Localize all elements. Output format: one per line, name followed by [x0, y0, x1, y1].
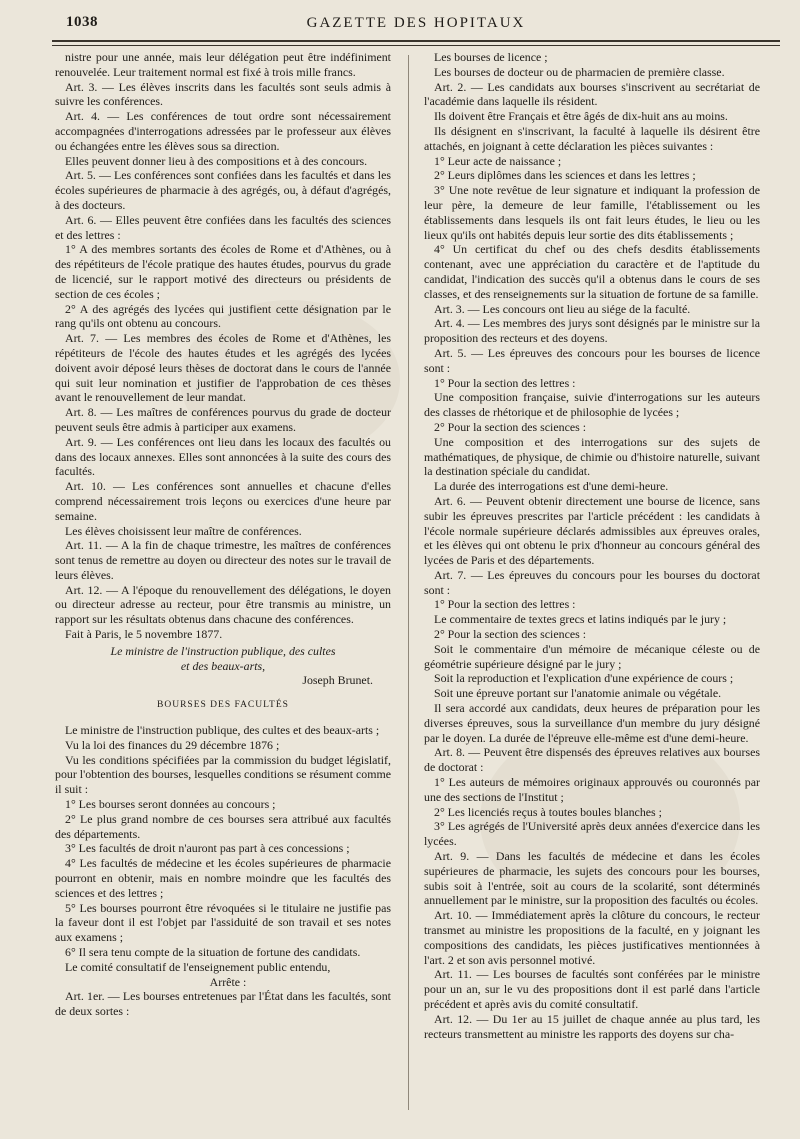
article-paragraph: Elles peuvent donner lieu à des compositions et à des concours. — [65, 153, 368, 168]
article-paragraph: Les élèves choisissent leur maître de conférences. — [65, 523, 302, 538]
article-paragraph: 1° Leur acte de naissance ; — [434, 153, 562, 168]
article-paragraph: Art. 1er. — Les bourses entretenues par l'État dans les facultés, sont de deux sortes : — [55, 989, 391, 1019]
article-paragraph: Art. 6. — Peuvent obtenir directement une bourse de licence, sans subir les épreuves prescrites par l'article précédent : les candidats à l'école normale supérieure déclarés admissibles aux épreuves orales, et les élèves qui ont obtenu le prix d'honneur au concours général des lycées de Paris et des départements. — [424, 493, 760, 568]
article-paragraph: Vu la loi des finances du 29 décembre 1876 ; — [65, 737, 280, 752]
article-paragraph: 1° Les auteurs de mémoires originaux approuvés ou couronnés par une des sections de l'Institut ; — [424, 775, 760, 804]
article-paragraph: Art. 10. — Immédiatement après la clôture du concours, le recteur transmet au ministre les propositions de la faculté, en y joignant les compositions des candidats, les pièces justificatives mentionnées à l'art. 2 et son avis personnel motivé. — [424, 908, 760, 967]
article-paragraph: Les bourses de licence ; — [434, 50, 548, 64]
article-paragraph: Fait à Paris, le 5 novembre 1877. — [65, 627, 223, 642]
page-header — [52, 10, 780, 36]
right-column — [424, 50, 760, 1041]
signature-title: Le ministre de l'instruction publique, des cultes — [110, 643, 336, 658]
header-rule — [52, 40, 780, 42]
article-paragraph: Le comité consultatif de l'enseignement public entendu, — [65, 959, 331, 974]
article-paragraph: 4° Un certificat du chef ou des chefs desdits établissements contenant, avec une appréciation du caractère et de l'aptitude du candidat, l'indication des succès qu'il a obtenus dans le cours de ses classes, et des renseignements sur la situation de fortune de sa famille. — [424, 242, 760, 301]
article-paragraph: Art. 9. — Dans les facultés de médecine et dans les écoles supérieures de pharmacie, les sujets des concours pour les bourses, subis soit à l'entrée, soit au cours de la scolarité, sont déterminés annuellement par le ministre, sur la proposition des facultés ou écoles. — [424, 849, 760, 908]
article-paragraph: La durée des interrogations est d'une demi-heure. — [434, 479, 669, 494]
article-paragraph: Art. 5. — Les épreuves des concours pour les bourses de licence sont : — [424, 345, 760, 375]
article-paragraph: Art. 4. — Les membres des jurys sont désignés par le ministre sur la proposition des recteurs et des doyens. — [424, 316, 760, 346]
decree-articles — [55, 50, 391, 642]
column-divider — [408, 55, 409, 1110]
article-paragraph: Art. 12. — Du 1er au 15 juillet de chaque année au plus tard, les recteurs transmettent au ministre les rapports des doyens sur cha- — [424, 1011, 760, 1041]
article-paragraph: Art. 8. — Les maîtres de conférences pourvus du grade de docteur peuvent seuls être admis à participer aux examens. — [55, 405, 391, 434]
page-number: 1038 — [66, 14, 98, 30]
article-paragraph: 3° Une note revêtue de leur signature et indiquant la profession de leur père, la demeure de leur famille, l'établissement ou les établissements dans lesquels ils ont fait leurs études, le lieu ou les lieux qu'ils ont habités depuis leur sortie des dits établissements ; — [424, 183, 760, 242]
article-paragraph: Art. 10. — Les conférences sont annuelles et chacune d'elles comprend nécessairement trois leçons ou exercices d'une heure par semaine. — [55, 479, 391, 523]
article-paragraph: Art. 3. — Les élèves inscrits dans les facultés sont seuls admis à suivre les conférences. — [55, 79, 391, 109]
article-paragraph: Art. 7. — Les membres des écoles de Rome et d'Athènes, les répétiteurs de l'école des hautes études et les agrégés des lycées doivent avoir déposé leurs thèses de doctorat dans le cours de l'année qui suit leur nomination et justifier de l'approbation de ces thèses avant le renouvellement de leur mandat. — [55, 331, 391, 405]
arrete-label: Arrête : — [209, 974, 247, 989]
article-paragraph: 1° A des membres sortants des écoles de Rome et d'Athènes, ou à des répétiteurs de l'école pratique des hautes études, pourvus du grade de licencié, sur le rapport motivé des directeurs ou présidents de section de ces écoles ; — [55, 242, 391, 301]
header-rule-thin — [52, 45, 780, 46]
article-paragraph: Art. 2. — Les candidats aux bourses s'inscrivent au secrétariat de l'académie dans laquelle ils résident. — [424, 79, 760, 109]
article-paragraph: 5° Les bourses pourront être révoquées si le titulaire ne justifie pas la faveur dont il est l'objet par l'assiduité de son travail et ses notes aux examens ; — [55, 900, 391, 945]
article-paragraph: Le ministre de l'instruction publique, des cultes et des beaux-arts ; — [65, 723, 380, 738]
article-paragraph: Soit une épreuve portant sur l'anatomie animale ou végétale. — [434, 686, 722, 701]
article-paragraph: Art. 11. — Les bourses de facultés sont conférées par le ministre pour un an, sur le vu des propositions dont il est parlé dans l'article précédent et après avis du comité consultatif. — [424, 967, 760, 1011]
signature-title-cont: et des beaux-arts, — [180, 658, 266, 673]
article-paragraph: 2° Le plus grand nombre de ces bourses sera attribué aux facultés des départements. — [55, 811, 391, 841]
article-paragraph: Art. 7. — Les épreuves du concours pour les bourses du doctorat sont : — [424, 567, 760, 597]
bourses-preamble — [55, 723, 391, 975]
article-paragraph: Vu les conditions spécifiées par la commission du budget législatif, pour l'obtention des bourses, lesquelles conditions se résument comme il suit : — [55, 752, 392, 797]
article-paragraph: Art. 9. — Les conférences ont lieu dans les locaux des facultés ou dans des locaux annexes. Elles sont annoncées à la suite des cours des facultés. — [55, 434, 391, 479]
article-paragraph: nistre pour une année, mais leur délégation peut être indéfiniment renouvelée. Leur traitement normal est fixé à trois mille francs. — [55, 50, 391, 79]
article-paragraph: Soit la reproduction et l'explication d'une expérience de cours ; — [434, 671, 734, 686]
article-paragraph: 2° Pour la section des sciences : — [434, 627, 587, 642]
article-paragraph: Art. 12. — A l'époque du renouvellement des délégations, le doyen ou directeur adresse au recteur, pour être transmis au ministre, un rapport sur les résultats obtenus dans chacune des conférences. — [55, 582, 391, 627]
article-paragraph: Art. 6. — Elles peuvent être confiées dans les facultés des sciences et des lettres : — [55, 212, 391, 242]
article-paragraph: Soit le commentaire d'un mémoire de mécanique céleste ou de géométrie supérieure désigné par le jury ; — [424, 641, 760, 671]
article-paragraph: Art. 11. — A la fin de chaque trimestre, les maîtres de conférences sont tenus de remettre au doyen ou directeur des notes sur le travail de leurs élèves. — [55, 538, 391, 582]
article-paragraph: 3° Les agrégés de l'Université après deux années d'exercice dans les lycées. — [424, 819, 760, 849]
article-paragraph: Les bourses de docteur ou de pharmacien de première classe. — [434, 64, 725, 79]
article-paragraph: 4° Les facultés de médecine et les écoles supérieures de pharmacie pourront en obtenir, mais en nombre moindre que les facultés des sciences et des lettres ; — [55, 856, 391, 900]
article-paragraph: Ils doivent être Français et être âgés de dix-huit ans au moins. — [434, 109, 728, 124]
article-paragraph: Une composition française, suivie d'interrogations sur les auteurs des classes de rhétorique et de philosophie de lycées ; — [424, 390, 760, 420]
article-paragraph: Art. 4. — Les conférences de tout ordre sont nécessairement accompagnées d'interrogations adressées par le professeur aux élèves ou échangées entre les élèves sous sa direction. — [55, 109, 391, 153]
article-paragraph: 2° A des agrégés des lycées qui justifient cette désignation par le rang qu'ils ont obtenu au concours. — [55, 301, 391, 331]
article-paragraph: Art. 5. — Les conférences sont confiées dans les facultés et dans les écoles supérieures de pharmacie à des agrégés, ou, à défaut d'agrégés, à des docteurs. — [55, 168, 391, 212]
article-paragraph: 1° Pour la section des lettres : — [434, 597, 576, 612]
bourses-articles — [424, 50, 760, 1041]
article-paragraph: Le commentaire de textes grecs et latins indiqués par le jury ; — [434, 612, 727, 627]
article-paragraph: Art. 3. — Les concours ont lieu au siége de la faculté. — [434, 301, 691, 316]
article-paragraph: Il sera accordé aux candidats, deux heures de préparation pour les diverses épreuves, sous la surveillance d'un membre du jury désigné par le doyen. La durée de l'épreuve elle-même est d'une demi-heure. — [424, 701, 760, 745]
article-paragraph: Ils désignent en s'inscrivant, la faculté à laquelle ils désirent être attachés, en joignant à cette déclaration les pièces suivantes : — [424, 123, 760, 153]
article-paragraph: 2° Les licenciés reçus à toutes boules blanches ; — [434, 804, 662, 819]
article-paragraph: 6° Il sera tenu compte de la situation de fortune des candidats. — [65, 945, 361, 960]
article-paragraph: 1° Les bourses seront données au concours ; — [65, 797, 276, 812]
article-paragraph: Art. 8. — Peuvent être dispensés des épreuves relatives aux bourses de doctorat : — [424, 745, 760, 775]
section-heading: BOURSES DES FACULTÉS — [157, 700, 289, 711]
left-column — [55, 50, 391, 1019]
signature-block — [55, 644, 391, 674]
article-paragraph: 1° Pour la section des lettres : — [434, 375, 576, 390]
signer-name: Joseph Brunet. — [302, 673, 373, 688]
journal-title: GAZETTE DES HOPITAUX — [306, 15, 526, 31]
article-paragraph: 2° Leurs diplômes dans les sciences et dans les lettres ; — [434, 168, 696, 183]
article-paragraph: Une composition et des interrogations sur des sujets de mathématiques, de physique, de chimie ou d'histoire naturelle, suivant la destination spéciale du candidat. — [424, 434, 760, 479]
article-paragraph: 2° Pour la section des sciences : — [434, 419, 587, 434]
article-paragraph: 3° Les facultés de droit n'auront pas part à ces concessions ; — [65, 841, 350, 856]
